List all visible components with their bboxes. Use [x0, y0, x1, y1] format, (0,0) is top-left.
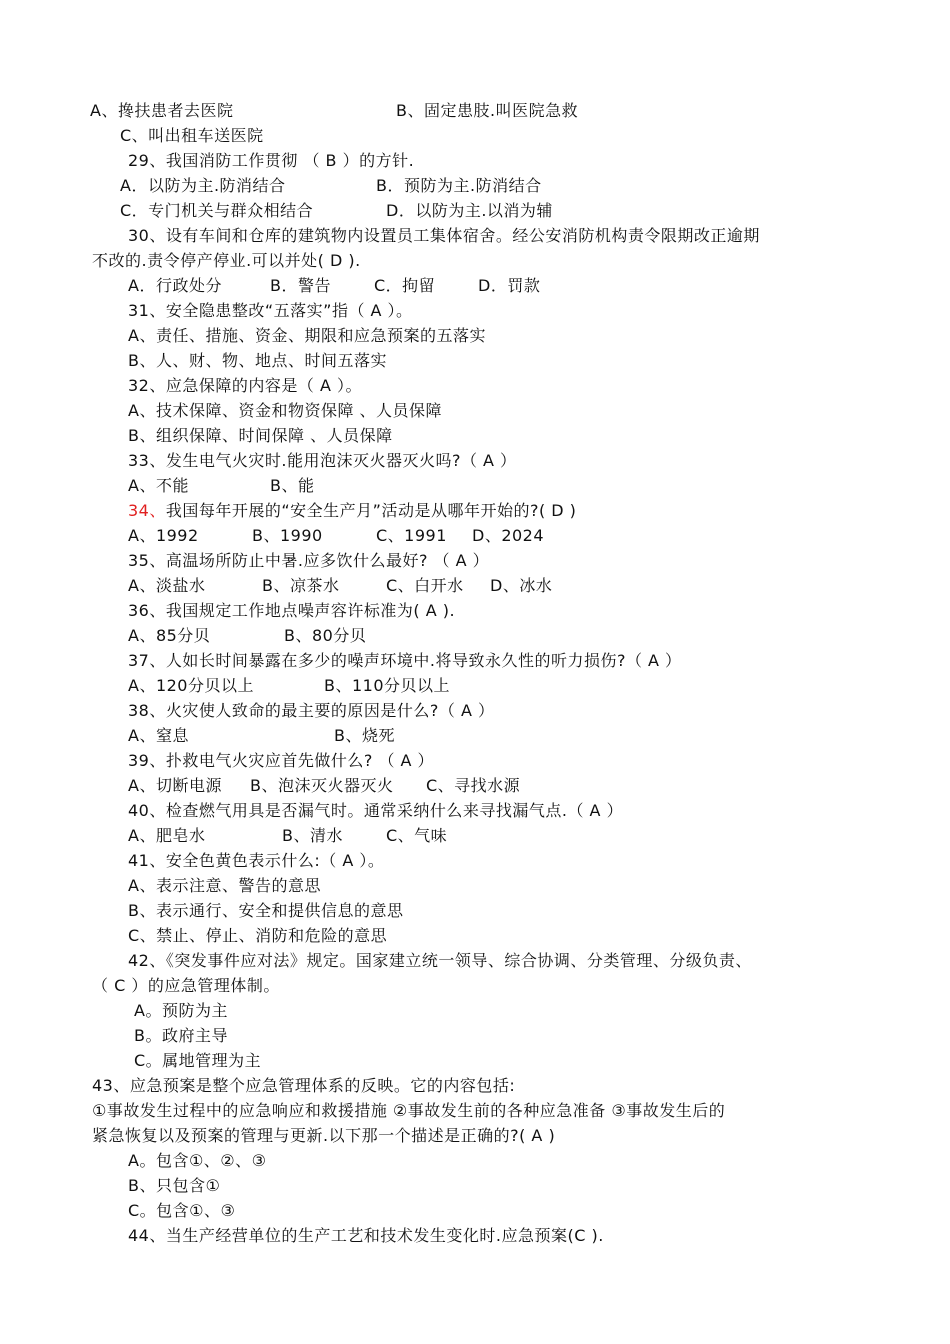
question-36: 36、我国规定工作地点噪声容许标准为( A ). [128, 601, 456, 620]
option-b: B、1990 [252, 526, 323, 545]
text-line: C。包含①、③ [128, 1201, 236, 1220]
question-40: 40、检查燃气用具是否漏气时。通常采纳什么来寻找漏气点.（ A ） [128, 801, 624, 820]
text-line: B、只包含① [128, 1176, 221, 1195]
text-line: A、责任、措施、资金、期限和应急预案的五落实 [128, 326, 486, 345]
option-c: C、1991 [376, 526, 447, 545]
text-line [120, 174, 542, 198]
question-37: 37、人如长时间暴露在多少的噪声环境中.将导致永久性的听力损伤?（ A ） [128, 651, 682, 670]
text-line [128, 774, 520, 798]
option-a: A、搀扶患者去医院 [90, 101, 234, 120]
text-line: B、人、财、物、地点、时间五落实 [128, 351, 387, 370]
option-a: A、不能 [128, 476, 189, 495]
question-44: 44、当生产经营单位的生产工艺和技术发生变化时.应急预案(C ). [128, 1226, 604, 1245]
text-line [90, 99, 578, 123]
text-line: C、禁止、停止、消防和危险的意思 [128, 926, 388, 945]
text-line: ①事故发生过程中的应急响应和救援措施 ②事故发生前的各种应急准备 ③事故发生后的 [92, 1101, 726, 1120]
option-b: B、能 [270, 476, 315, 495]
text-line [128, 524, 544, 548]
text-line [128, 674, 450, 698]
option-d: D．以防为主.以消为辅 [386, 201, 553, 220]
text-line: A。预防为主 [134, 1001, 228, 1020]
text-line [128, 824, 447, 848]
text-line: （ C ）的应急管理体制。 [92, 976, 280, 995]
question-39: 39、扑救电气火灾应首先做什么? （ A ） [128, 751, 435, 770]
option-a: A、窒息 [128, 726, 189, 745]
text-line: A、表示注意、警告的意思 [128, 876, 321, 895]
text-line [128, 724, 395, 748]
option-a: A、淡盐水 [128, 576, 206, 595]
option-c: C．专门机关与群众相结合 [120, 201, 314, 220]
option-c: C、白开水 [386, 576, 464, 595]
question-42: 42、《突发事件应对法》规定。国家建立统一领导、综合协调、分类管理、分级负责、 [128, 951, 752, 970]
question-29: 29、我国消防工作贯彻 （ B ）的方针. [128, 151, 415, 170]
text-line [128, 574, 552, 598]
text-line [120, 199, 553, 223]
question-38: 38、火灾使人致命的最主要的原因是什么?（ A ） [128, 701, 495, 720]
text-line: A。包含①、②、③ [128, 1151, 267, 1170]
option-a: A．以防为主.防消结合 [120, 176, 286, 195]
option-b: B、泡沫灭火器灭火 [250, 776, 394, 795]
option-b: B．预防为主.防消结合 [376, 176, 542, 195]
text-line [128, 474, 314, 498]
option-d: D、冰水 [490, 576, 553, 595]
question-32: 32、应急保障的内容是（ A ）。 [128, 376, 362, 395]
option-b: B．警告 [270, 276, 331, 295]
question-41: 41、安全色黄色表示什么:（ A ）。 [128, 851, 385, 870]
option-b: B、80分贝 [284, 626, 367, 645]
text-line: B、表示通行、安全和提供信息的意思 [128, 901, 404, 920]
option-b: B、110分贝以上 [324, 676, 451, 695]
option-d: D．罚款 [478, 276, 541, 295]
question-text: 我国每年开展的“安全生产月”活动是从哪年开始的?( D ) [165, 501, 577, 520]
text-line [128, 274, 540, 298]
option-d: D、2024 [472, 526, 545, 545]
text-line: 不改的.责令停产停业.可以并处( D ). [92, 251, 361, 270]
option-a: A、肥皂水 [128, 826, 206, 845]
question-30: 30、设有车间和仓库的建筑物内设置员工集体宿舍。经公安消防机构责令限期改正逾期 [128, 226, 760, 245]
option-a: A、切断电源 [128, 776, 222, 795]
option-a: A．行政处分 [128, 276, 222, 295]
option-c: C．拘留 [374, 276, 436, 295]
question-31: 31、安全隐患整改“五落实”指（ A ）。 [128, 301, 413, 320]
text-line: C、叫出租车送医院 [120, 126, 264, 145]
text-line [128, 624, 366, 648]
option-b: B、凉茶水 [262, 576, 340, 595]
question-33: 33、发生电气火灾时.能用泡沫灭火器灭火吗?（ A ） [128, 451, 517, 470]
option-a: A、85分贝 [128, 626, 211, 645]
text-line: 紧急恢复以及预案的管理与更新.以下那一个描述是正确的?( A ) [92, 1126, 556, 1145]
text-line: C。属地管理为主 [134, 1051, 262, 1070]
option-b: B、清水 [282, 826, 343, 845]
text-line: B。政府主导 [134, 1026, 228, 1045]
question-number: 34、 [128, 501, 166, 520]
question-43: 43、应急预案是整个应急管理体系的反映。它的内容包括: [92, 1076, 516, 1095]
question-34 [128, 499, 576, 523]
text-line: A、技术保障、资金和物资保障 、人员保障 [128, 401, 443, 420]
option-a: A、120分贝以上 [128, 676, 254, 695]
option-a: A、1992 [128, 526, 199, 545]
option-c: C、寻找水源 [426, 776, 521, 795]
option-b: B、固定患肢.叫医院急救 [396, 101, 579, 120]
option-b: B、烧死 [334, 726, 395, 745]
text-line: B、组织保障、时间保障 、人员保障 [128, 426, 393, 445]
question-35: 35、高温场所防止中暑.应多饮什么最好? （ A ） [128, 551, 490, 570]
option-c: C、气味 [386, 826, 448, 845]
